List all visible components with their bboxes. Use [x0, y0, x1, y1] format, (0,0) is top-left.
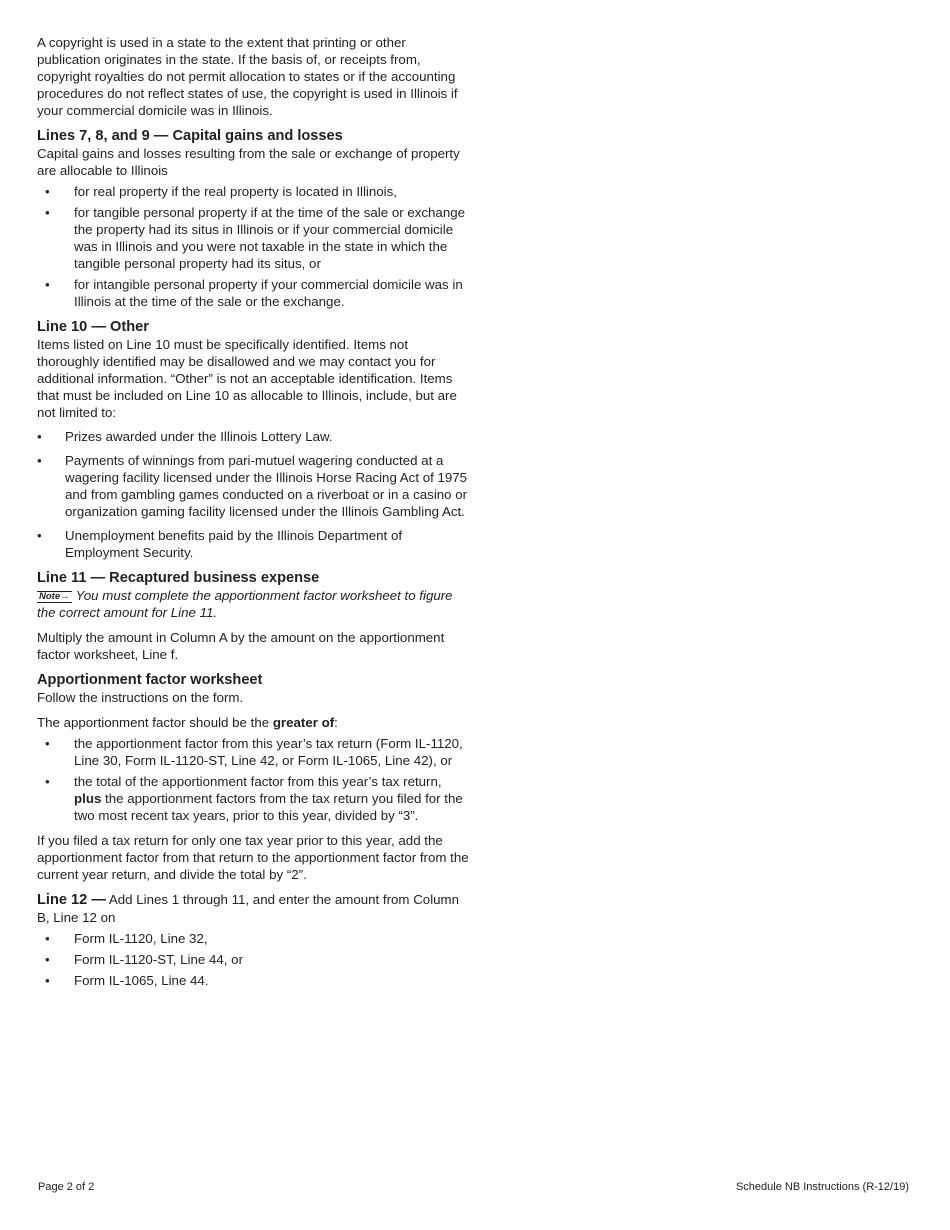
line-12-paragraph: Line 12 — Add Lines 1 through 11, and enter the amount from Column B, Line 12 on: [37, 892, 460, 925]
line-12-list: [37, 930, 469, 989]
worksheet-paragraph-2: The apportionment factor should be the greater of:: [37, 715, 338, 730]
copyright-paragraph: A copyright is used in a state to the extent that printing or other publication originates in the state. If the basis of, or receipts from, copyright royalties do not permit allocation to states or if the accounting procedures do not reflect states of use, the copyright is used in Illinois if your commercial domicile was in Illinois.: [37, 35, 458, 118]
worksheet-paragraph-3: If you filed a tax return for only one tax year prior to this year, add the apportionment factor from that return to the apportionment factor from the current year return, and divide the total by “2”.: [37, 833, 469, 882]
worksheet-list: [37, 735, 469, 824]
line-11-note: Note→ You must complete the apportionment factor worksheet to figure the correct amount for Line 11.: [37, 588, 453, 620]
line-10-heading: Line 10 — Other: [37, 319, 149, 335]
lines-7-8-9-heading: Lines 7, 8, and 9 — Capital gains and losses: [37, 128, 343, 144]
list-item: • Form IL-1120-ST, Line 44, or: [45, 952, 243, 967]
list-item: • for real property if the real property is located in Illinois,: [45, 184, 397, 199]
note-icon: Note→: [39, 591, 70, 602]
list-item: • Prizes awarded under the Illinois Lottery Law.: [37, 429, 333, 444]
line-11-paragraph: Multiply the amount in Column A by the amount on the apportionment factor worksheet, Line f.: [37, 630, 445, 662]
worksheet-heading: Apportionment factor worksheet: [37, 672, 263, 688]
list-item: • for intangible personal property if your commercial domicile was in Illinois at the time of the sale or the exchange.: [45, 277, 463, 309]
line-12-heading: Line 12 —: [37, 892, 106, 908]
worksheet-paragraph-1: Follow the instructions on the form.: [37, 690, 244, 705]
capital-gains-list: [37, 183, 469, 310]
list-item: • the total of the apportionment factor from this year’s tax return, plus the apportionment factors from the tax return you filed for the two most recent tax years, prior to this year, divided by “3”.: [45, 774, 463, 823]
page-number: Page 2 of 2: [38, 1181, 95, 1193]
instructions-column: [37, 34, 469, 997]
list-item: • Payments of winnings from pari-mutuel wagering conducted at a wagering facility licensed under the Illinois Horse Racing Act of 1975 and from gambling games conducted on a riverboat or in a casino or organization gaming facility licensed under the Illinois Gambling Act.: [37, 453, 468, 519]
line-10-paragraph: Items listed on Line 10 must be specifically identified. Items not thoroughly identified may be disallowed and we may contact you for additional information. “Other” is not an acceptable identification. Items that must be included on Line 10 as allocable to Illinois, include, but are not limited to:: [37, 337, 457, 420]
document-title: Schedule NB Instructions (R-12/19): [735, 1181, 909, 1193]
list-item: • for tangible personal property if at the time of the sale or exchange the property had its situs in Illinois or if your commercial domicile was in Illinois and you were not taxable in the state in which the tangible personal property had its situs, or: [45, 205, 466, 271]
list-item: • Form IL-1065, Line 44.: [45, 973, 209, 988]
line-10-list: [37, 428, 469, 561]
list-item: • Form IL-1120, Line 32,: [45, 931, 208, 946]
list-item: • the apportionment factor from this year’s tax return (Form IL-1120, Line 30, Form IL-1120-ST, Line 42, or Form IL-1065, Line 42), or: [45, 736, 463, 768]
capital-gains-paragraph: Capital gains and losses resulting from the sale or exchange of property are allocable to Illinois: [37, 146, 460, 178]
line-11-heading: Line 11 — Recaptured business expense: [37, 570, 320, 586]
list-item: • Unemployment benefits paid by the Illinois Department of Employment Security.: [37, 528, 403, 560]
